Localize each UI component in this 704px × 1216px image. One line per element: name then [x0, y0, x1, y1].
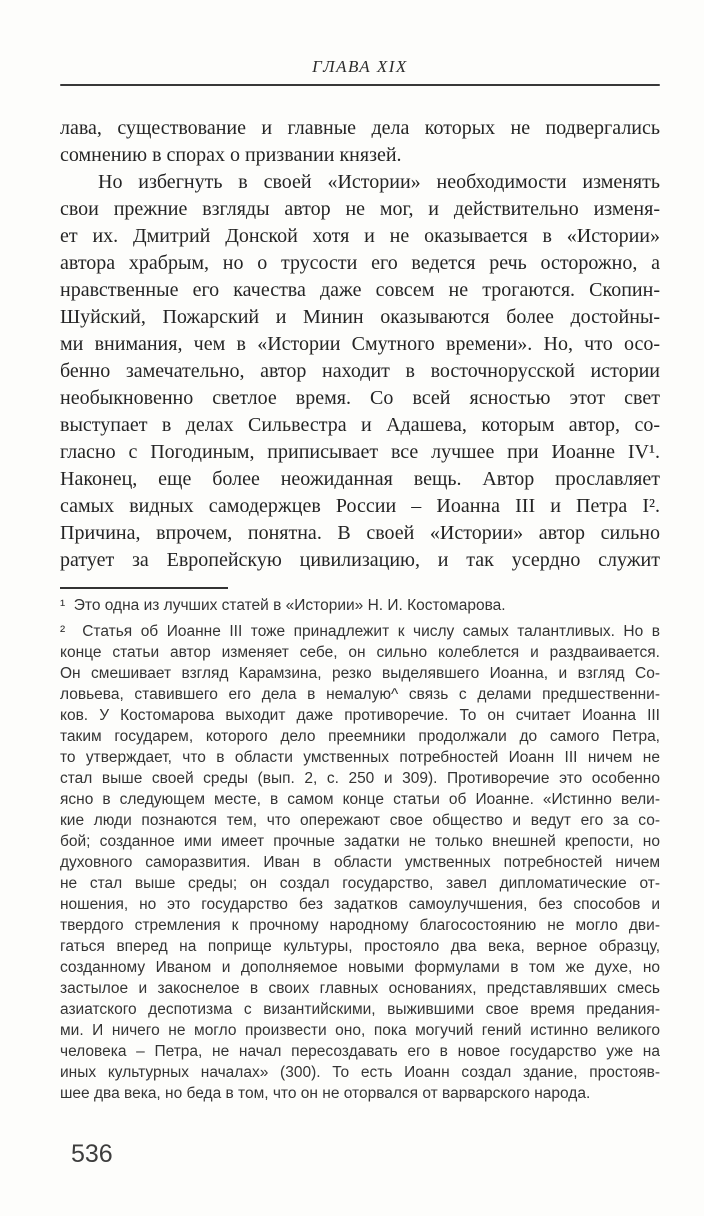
- body-text: [60, 115, 660, 574]
- body-text-line: лава, существование и главные дела которых не подвергались: [60, 117, 660, 139]
- footnote-line: духовного саморазвития. Иван в области умственных потребностей ничем: [60, 854, 660, 871]
- footnote-line: кие люди познаются тем, что опережают свое общество и ведут его за со-: [60, 812, 660, 829]
- footnote-line: застылое и закоснелое в своих главных основаниях, представлявших смесь: [60, 980, 660, 997]
- body-text-line: сомнению в спорах о призвании князей.: [60, 144, 402, 166]
- body-text-line: Шуйский, Пожарский и Минин оказываются более достойны-: [60, 306, 660, 328]
- footnote-line: то утверждает, что в области умственных потребностей Иоанн III ничем не: [60, 749, 660, 766]
- footnote-line: человека – Петра, не начал пересоздавать его в новое государство уже на: [60, 1043, 660, 1060]
- footnote-line: созданному Иваном и дополняемое новыми формулами в том же духе, но: [60, 959, 660, 976]
- footnote-line: ми. И ничего не могло произвести оно, пока могучий гений истинно великого: [60, 1022, 660, 1039]
- body-text-line: ми внимания, чем в «Истории Смутного времени». Но, что осо-: [60, 333, 660, 355]
- body-text-line: гласно с Погодиным, приписывает все лучшее при Иоанне IV¹.: [60, 441, 660, 463]
- footnote-line: азиатского деспотизма с византийскими, выжившими свое время предания-: [60, 1001, 660, 1018]
- footnote-line: ношения, но это государство без задатков самоулучшения, без способов и: [60, 896, 660, 913]
- footnote-line: ² Статья об Иоанне III тоже принадлежит к числу самых талантливых. Но в: [60, 623, 660, 640]
- footnote-1: [60, 595, 660, 616]
- footnote-line: шее два века, но беда в том, что он не оторвался от варварского народа.: [60, 1085, 591, 1102]
- body-text-line: свои прежние взгляды автор не мог, и действительно изменя-: [60, 198, 660, 220]
- body-text-line: выступает в делах Сильвестра и Адашева, которым автор, со-: [60, 414, 660, 436]
- footnote-line: не стал выше среды; он создал государство, завел дипломатические от-: [60, 875, 660, 892]
- body-text-line: самых видных самодержцев России – Иоанна III и Петра I².: [60, 495, 660, 517]
- footnote-line: ¹ Это одна из лучших статей в «Истории» Н. И. Костомарова.: [60, 597, 506, 614]
- footnote-line: гаться вперед на поприще культуры, простояло два века, верное образцу,: [60, 938, 660, 955]
- footnote-line: Он смешивает взгляд Карамзина, резко выделявшего Иоанна, и взгляд Со-: [60, 665, 660, 682]
- footnote-line: ков. У Костомарова выходит даже противоречие. То он считает Иоанна III: [60, 707, 660, 724]
- footnote-line: конце статьи автор изменяет себе, он сильно колеблется и раздваивается.: [60, 644, 660, 661]
- footnote-line: твердого стремления к прочному народному благосостоянию не могло дви-: [60, 917, 660, 934]
- footnote-line: стал выше своей среды (вып. 2, с. 250 и 309). Противоречие это особенно: [60, 770, 660, 787]
- footnotes: [60, 595, 660, 1104]
- body-text-line: необыкновенно светлое время. Со всей ясностью этот свет: [60, 387, 660, 409]
- body-text-line: ратует за Европейскую цивилизацию, и так усердно служит: [60, 549, 660, 571]
- footnote-line: ясно в следующем месте, в самом конце статьи об Иоанне. «Истинно вели-: [60, 791, 660, 808]
- footnote-separator: [60, 587, 228, 589]
- body-text-line: Причина, впрочем, понятна. В своей «Истории» автор сильно: [60, 522, 660, 544]
- body-text-line: автора храбрым, но о трусости его ведется речь осторожно, а: [60, 252, 660, 274]
- footnote-line: иных культурных началах» (300). То есть Иоанн создал здание, простояв-: [60, 1064, 660, 1081]
- body-text-line: Наконец, еще более неожиданная вещь. Автор прославляет: [60, 468, 660, 490]
- footnote-line: ловьева, ставившего его дела в немалую^ связь с делами предшественни-: [60, 686, 660, 703]
- body-text-line: Но избегнуть в своей «Истории» необходимости изменять: [98, 171, 660, 193]
- body-text-line: нравственные его качества даже совсем не трогаются. Скопин-: [60, 279, 660, 301]
- footnote-line: таким государем, которого дело преемники продолжали до самого Петра,: [60, 728, 660, 745]
- header-rule: [60, 84, 660, 86]
- body-text-line: ет их. Дмитрий Донской хотя и не оказывается в «Истории»: [60, 225, 660, 247]
- footnote-line: бой; созданное ими имеет прочные задатки не только внешней крепости, но: [60, 833, 660, 850]
- chapter-heading: ГЛАВА XIX: [312, 57, 408, 76]
- page-number: 536: [71, 1140, 113, 1168]
- footnote-2: [60, 621, 660, 1104]
- body-text-line: бенно замечательно, автор находит в восточнорусской истории: [60, 360, 660, 382]
